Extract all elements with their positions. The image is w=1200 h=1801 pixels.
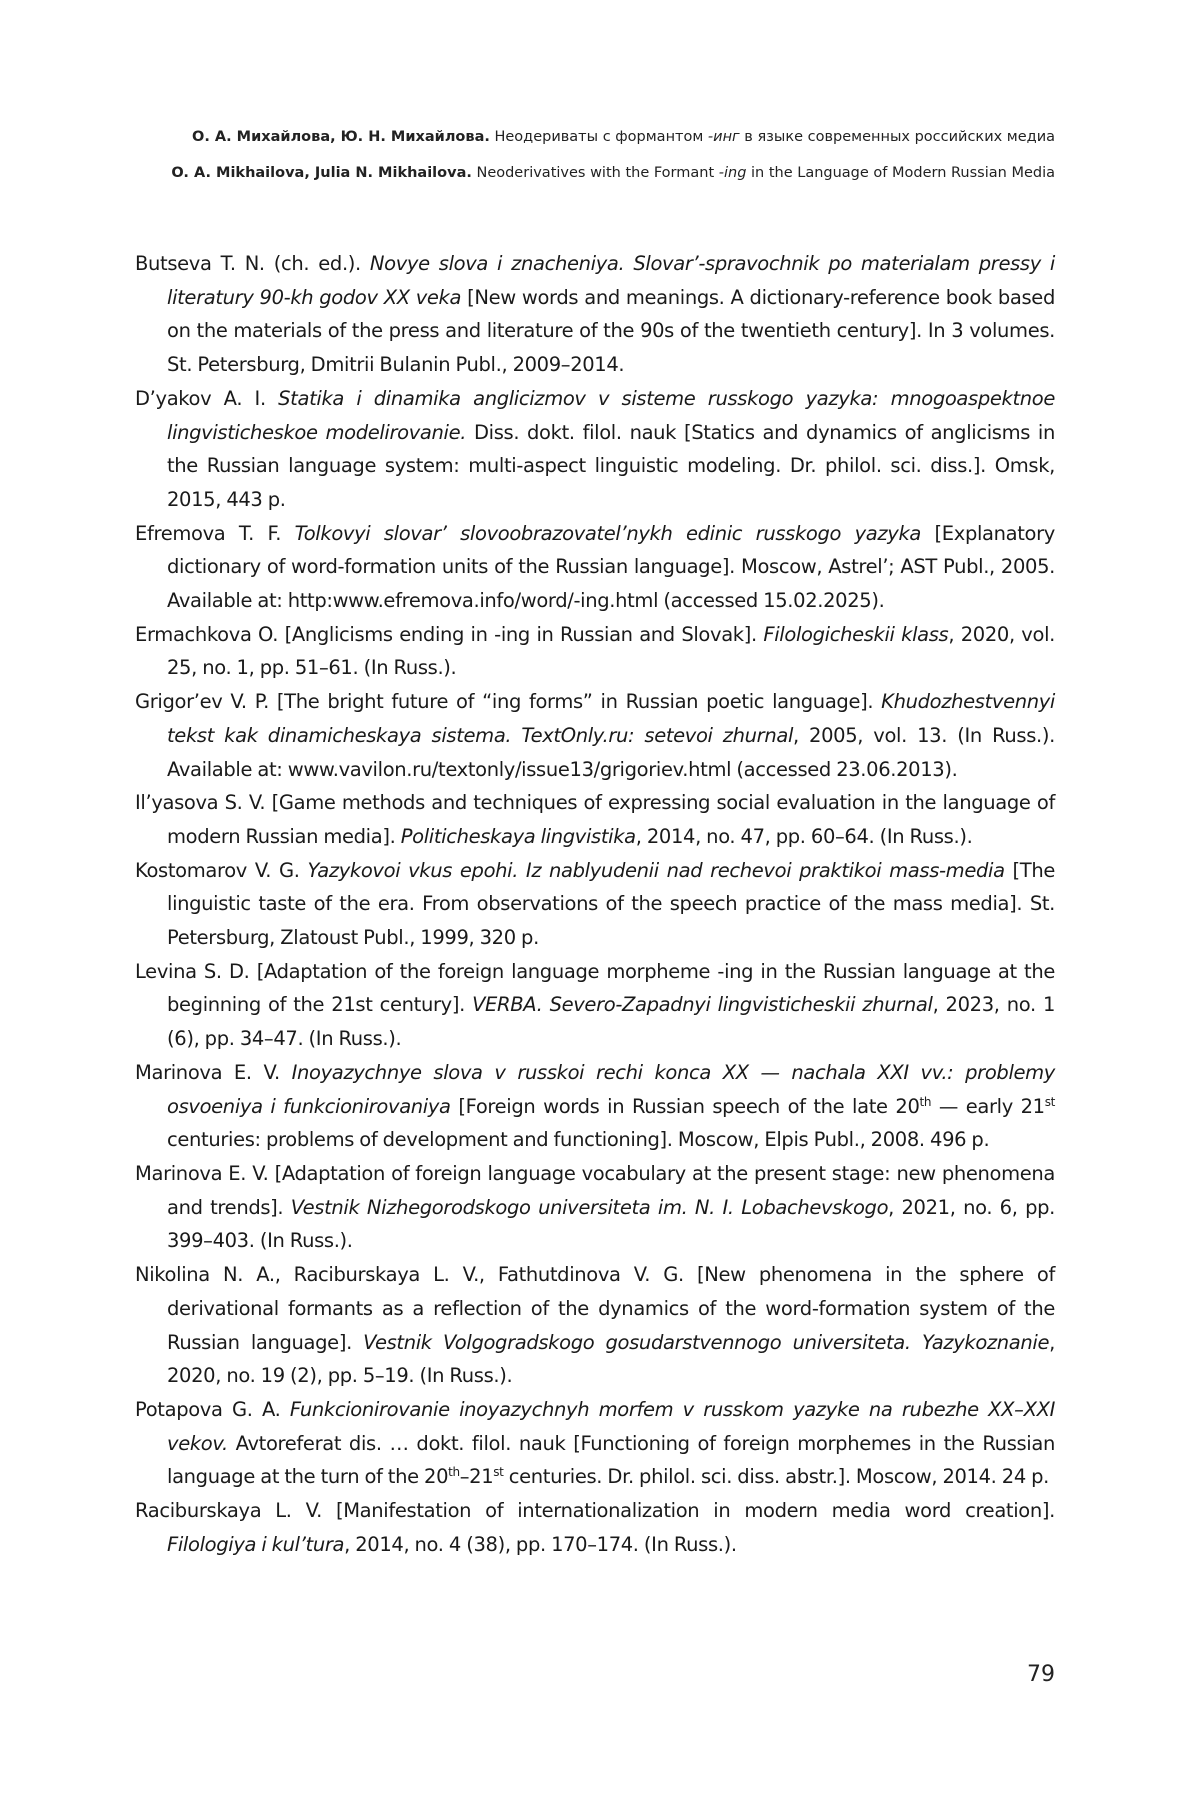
reference-text: Marinova E. V. [Adaptation of foreign language vocabulary at the present stage: new phenomena and trends]. — [135, 1161, 1055, 1219]
reference-text: Avtoreferat dis. … dokt. filol. nauk [Functioning of foreign morphemes in the Russian language at the turn of the 20 — [167, 1431, 1055, 1489]
reference-text: Il’yasova S. V. [Game methods and techniques of expressing social evaluation in the language of modern Russian media]. — [135, 791, 1055, 848]
reference-entry — [135, 618, 1055, 685]
reference-entry — [135, 1258, 1055, 1393]
reference-text: Efremova T. F. — [135, 521, 295, 545]
running-head-authors: О. А. Михайлова, Ю. Н. Михайлова. — [192, 129, 490, 145]
reference-text: , 2020, vol. 25, no. 1, pp. 51–61. (In Russ.). — [167, 622, 1055, 680]
reference-entry — [135, 685, 1055, 786]
reference-title: Vestnik Volgogradskogo gosudarstvennogo universiteta. Yazykoznanie — [363, 1330, 1050, 1354]
superscript: th — [919, 1094, 932, 1109]
reference-entry — [135, 1056, 1055, 1157]
reference-text: Nikolina N. A., Raciburskaya L. V., Fathutdinova V. G. [New phenomena in the sphere of derivational formants as a reflection of the dynamics of the word-formation system of the Russian language]. — [135, 1263, 1055, 1354]
reference-title: Inoyazychnye slova v russkoi rechi konca XX — nachala XXI vv.: problemy osvoeniya i funkcionirovaniya — [167, 1060, 1055, 1118]
superscript: st — [1044, 1094, 1056, 1109]
reference-title: Vestnik Nizhegorodskogo universiteta im. N. I. Lobachevskogo — [290, 1195, 889, 1219]
reference-text: , 2014, no. 4 (38), pp. 170–174. (In Russ.). — [344, 1532, 737, 1556]
reference-text: Raciburskaya L. V. [Manifestation of internationalization in modern media word creation]. — [135, 1499, 1055, 1523]
superscript: st — [493, 1465, 504, 1480]
reference-entry — [135, 854, 1055, 955]
reference-title: Khudozhestvennyi tekst kak dinamicheskaya sistema. TextOnly.ru: setevoi zhurnal — [167, 690, 1055, 747]
reference-text: Potapova G. A. — [135, 1397, 290, 1421]
running-head-title: Neoderivatives with the Formant — [471, 165, 719, 181]
reference-title: Politicheskaya lingvistika — [400, 824, 636, 848]
reference-text: Diss. dokt. filol. nauk [Statics and dynamics of anglicisms in the Russian language system: multi-aspect linguistic modeling. Dr. philol. sci. diss.]. Omsk, 2015, 443 p. — [167, 420, 1055, 511]
page-number: 79 — [1027, 1662, 1055, 1687]
reference-title: Tolkovyi slovar’ slovoobrazovatel’nykh edinic russkogo yazyka — [294, 521, 922, 545]
reference-entry — [135, 1393, 1055, 1494]
reference-entry — [135, 955, 1055, 1056]
reference-title: Yazykovoi vkus epohi. Iz nablyudenii nad rechevoi praktikoi mass-media — [307, 858, 1005, 882]
reference-entry — [135, 1157, 1055, 1258]
reference-text: Levina S. D. [Adaptation of the foreign language morpheme -ing in the Russian language at the beginning of the 21st century]. — [135, 959, 1055, 1017]
running-head-title: Неодериваты с формантом — [489, 129, 708, 145]
reference-text: centuries: problems of development and functioning]. Moscow, Elpis Publ., 2008. 496 p. — [167, 1128, 990, 1152]
reference-title: Filologiya i kul’tura — [167, 1532, 345, 1556]
reference-list — [135, 247, 1055, 1561]
reference-text: [Explanatory dictionary of word-formation units of the Russian language]. Moscow, Astrel’; AST Publ., 2005. Available at: http:www.efremova.info/word/-ing.html (accessed 15.02.2025). — [167, 521, 1055, 613]
reference-entry — [135, 786, 1055, 853]
reference-title: Statika i dinamika anglicizmov v sisteme russkogo yazyka: mnogoaspektnoe lingvisticheskoe modelirovanie. — [167, 386, 1055, 444]
reference-entry — [135, 517, 1055, 618]
running-head-english — [155, 163, 1055, 183]
running-head-russian — [155, 127, 1055, 147]
superscript: th — [448, 1465, 460, 1480]
reference-text: , 2021, no. 6, pp. 399–403. (In Russ.). — [167, 1195, 1055, 1253]
reference-text: [The linguistic taste of the era. From observations of the speech practice of the mass media]. St. Petersburg, Zlatoust Publ., 1999, 320 p. — [167, 858, 1056, 950]
reference-title: VERBA. Severo-Zapadnyi lingvisticheskii zhurnal — [472, 993, 933, 1017]
reference-text: , 2014, no. 47, pp. 60–64. (In Russ.). — [635, 824, 973, 848]
reference-entry — [135, 382, 1055, 517]
reference-text: Kostomarov V. G. — [135, 858, 308, 882]
reference-text: — early 21 — [931, 1094, 1045, 1118]
reference-text: Grigor’ev V. P. [The bright future of “ing forms” in Russian poetic language]. — [135, 690, 882, 714]
reference-text: centuries. Dr. philol. sci. diss. abstr.]. Moscow, 2014. 24 p. — [503, 1465, 1049, 1489]
reference-text: Marinova E. V. — [135, 1060, 292, 1084]
reference-text: [Foreign words in Russian speech of the late 20 — [450, 1094, 920, 1118]
reference-title: Funkcionirovanie inoyazychnyh morfem v russkom yazyke na rubezhe XX–XXI vekov. — [167, 1397, 1055, 1455]
reference-text: [New words and meanings. A dictionary-reference book based on the materials of the press and literature of the 90s of the twentieth century]. In 3 volumes. St. Petersburg, Dmitrii Bulanin Publ., 2009–2014. — [167, 285, 1055, 377]
reference-entry — [135, 247, 1055, 382]
running-head-title-italic: -ing — [718, 165, 747, 181]
reference-text: –21 — [459, 1465, 494, 1489]
reference-entry — [135, 1494, 1055, 1561]
reference-text: , 2023, no. 1 (6), pp. 34–47. (In Russ.). — [167, 993, 1055, 1051]
running-head-title-end: in the Language of Modern Russian Media — [746, 165, 1055, 181]
running-head-title-end: в языке современных российских медиа — [739, 129, 1055, 145]
reference-text: D’yakov A. I. — [135, 386, 279, 410]
reference-title: Filologicheskii klass — [763, 622, 949, 646]
running-head-title-italic: -инг — [707, 129, 740, 145]
reference-text: , 2005, vol. 13. (In Russ.). Available at: www.vavilon.ru/textonly/issue13/grigoriev.html (accessed 23.06.2013). — [167, 723, 1055, 781]
reference-title: Novye slova i znacheniya. Slovar’-spravochnik po materialam pressy i literatury 90-kh godov XX veka — [167, 252, 1055, 309]
reference-text: Butseva T. N. (ch. ed.). — [135, 252, 370, 275]
running-head-authors: O. A. Mikhailova, Julia N. Mikhailova. — [171, 165, 472, 181]
reference-text: Ermachkova O. [Anglicisms ending in -ing in Russian and Slovak]. — [135, 622, 764, 646]
reference-text: , 2020, no. 19 (2), pp. 5–19. (In Russ.). — [167, 1330, 1055, 1388]
